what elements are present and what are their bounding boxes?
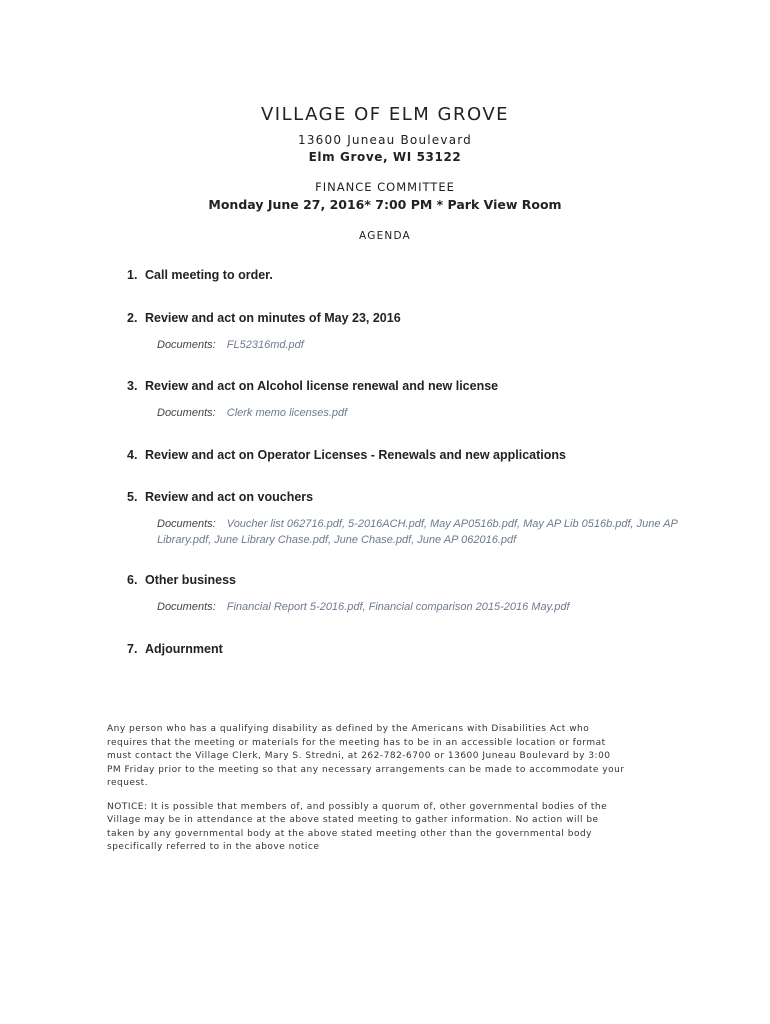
document-link[interactable]: Clerk memo licenses.pdf: [226, 407, 348, 419]
agenda-item-2: [127, 311, 707, 353]
agenda-item-heading: [127, 268, 707, 282]
documents-label: Documents:: [157, 601, 216, 613]
address-street: 13600 Juneau Boulevard: [298, 133, 472, 147]
agenda-item-number: 6.: [127, 573, 138, 587]
agenda-item-text: Adjournment: [145, 642, 223, 656]
agenda-item-6: [127, 573, 707, 615]
village-title: VILLAGE OF ELM GROVE: [260, 104, 510, 125]
agenda-item-7: [127, 642, 707, 656]
agenda-item-4: [127, 448, 707, 462]
meeting-date-time: Monday June 27, 2016* 7:00 PM * Park View Room: [208, 197, 562, 212]
agenda-item-heading: [127, 573, 707, 587]
address-city: Elm Grove, WI 53122: [308, 150, 462, 164]
agenda-item-heading: [127, 490, 707, 504]
agenda-item-number: 3.: [127, 379, 138, 393]
agenda-item-text: Call meeting to order.: [145, 268, 273, 282]
agenda-item-heading: [127, 311, 707, 325]
agenda-item-heading: [127, 379, 707, 393]
documents-label: Documents:: [157, 339, 216, 351]
agenda-item-text: Review and act on Alcohol license renewal and new license: [145, 379, 499, 393]
agenda-item-heading: [127, 448, 707, 462]
agenda-item-number: 5.: [127, 490, 138, 504]
agenda-item-documents: [157, 405, 707, 421]
agenda-item-number: 7.: [127, 642, 138, 656]
agenda-item-number: 1.: [127, 268, 138, 282]
agenda-item-documents: [157, 516, 707, 548]
disability-notice: Any person who has a qualifying disability as defined by the Americans with Disabilities Act who requires that the meeting or materials for the meeting has to be in an accessible location or format must contact the Village Clerk, Mary S. Stredni, at 262-782-6700 or 13600 Juneau Boulevard by 3:00 PM Friday prior to the meeting so that any necessary arrangements can be made to accommodate your request.: [107, 724, 625, 788]
agenda-item-number: 2.: [127, 311, 138, 325]
document-link[interactable]: Financial Report 5-2016.pdf, Financial comparison 2015-2016 May.pdf: [226, 601, 570, 613]
agenda-item-heading: [127, 642, 707, 656]
document-link[interactable]: Voucher list 062716.pdf, 5-2016ACH.pdf, May AP0516b.pdf, May AP Lib 0516b.pdf, June AP Library.pdf, June Library Chase.pdf, June Chase.pdf, June AP 062016.pdf: [157, 518, 678, 546]
document-header: [0, 104, 770, 242]
quorum-notice: NOTICE: It is possible that members of, and possibly a quorum of, other governmental bodies of the Village may be in attendance at the above stated meeting to gather information. No action will be taken by any governmental body at the above stated meeting other than the governmental body specifically referred to in the above notice: [107, 801, 608, 852]
agenda-item-5: [127, 490, 707, 548]
agenda-heading: AGENDA: [359, 230, 411, 242]
notices: [107, 723, 627, 865]
agenda-item-documents: [157, 337, 707, 353]
agenda-item-1: [127, 268, 707, 282]
documents-label: Documents:: [157, 407, 216, 419]
agenda-item-text: Review and act on Operator Licenses - Renewals and new applications: [145, 448, 566, 462]
document-link[interactable]: FL52316md.pdf: [226, 339, 304, 351]
agenda-item-documents: [157, 599, 707, 615]
agenda-item-number: 4.: [127, 448, 138, 462]
agenda-item-3: [127, 379, 707, 421]
agenda-item-text: Review and act on vouchers: [145, 490, 314, 504]
agenda-item-text: Other business: [145, 573, 236, 587]
committee-name: FINANCE COMMITTEE: [315, 180, 455, 194]
agenda-item-text: Review and act on minutes of May 23, 2016: [145, 311, 401, 325]
documents-label: Documents:: [157, 518, 216, 530]
